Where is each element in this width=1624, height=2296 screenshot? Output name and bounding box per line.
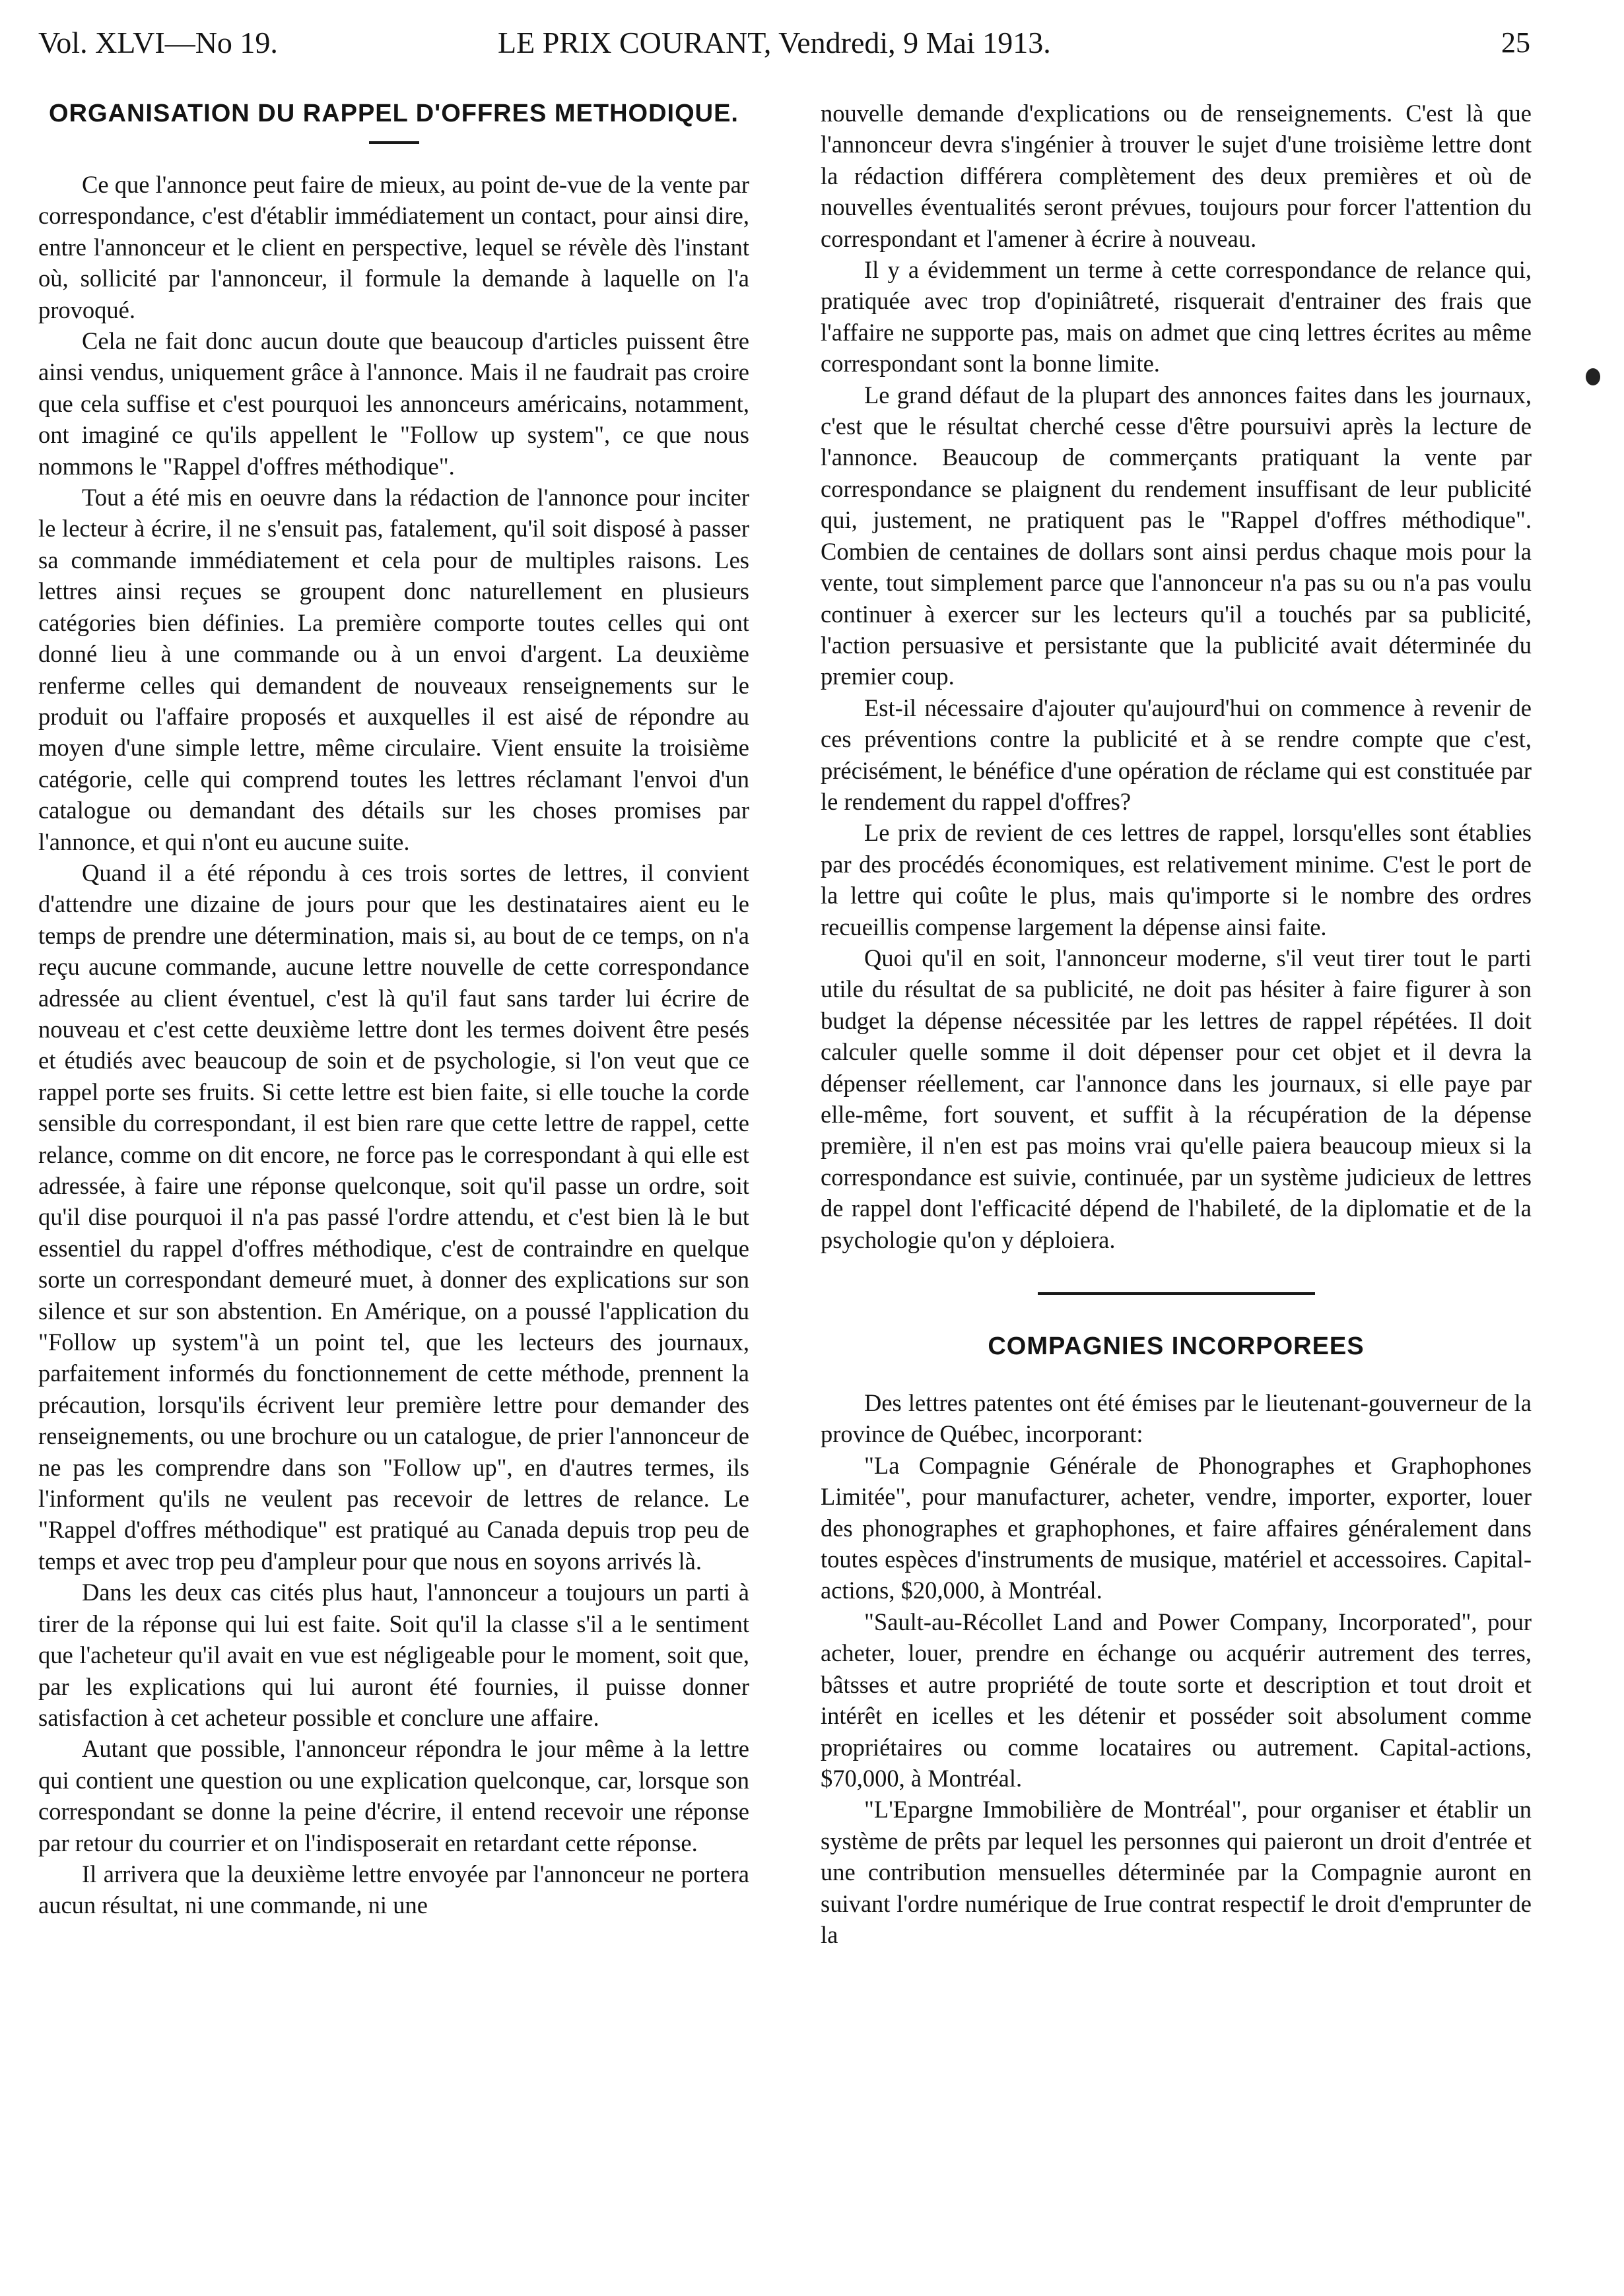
- paragraph: Tout a été mis en oeuvre dans la rédaction de l'annonce pour inciter le lecteur à écrire, il ne s'ensuit pas, fatalement, qu'il soit disposé à passer sa commande immédiatement et cela pour de multiples raisons. Les lettres ainsi reçues se groupent donc naturellement en plusieurs catégories bien définies. La première comporte toutes celles qui ont donné lieu à une commande ou à un envoi d'argent. La deuxième renferme celles qui demandent de nouveaux renseignements sur le produit ou l'affaire proposés et auxquelles il est aisé de répondre au moyen d'une simple lettre, même circulaire. Vient ensuite la troisième catégorie, celle qui comprend toutes les lettres réclamant l'envoi d'un catalogue ou demandant des détails sur les choses promises par l'annonce, et qui n'ont eu aucune suite.: [38, 484, 749, 855]
- paragraph: Quand il a été répondu à ces trois sortes de lettres, il convient d'attendre une dizaine de jours pour que les destinataires aient eu le temps de prendre une détermination, mais si, au bout de ce temps, on n'a reçu aucune commande, aucune lettre nouvelle de cette correspondance adressée au client éventuel, c'est là qu'il faut sans tarder lui écrire de nouveau et c'est cette deuxième lettre dont les termes doivent être pesés et étudiés avec beaucoup de soin et de psychologie, si l'on veut que ce rappel porte ses fruits. Si cette lettre est bien faite, si elle touche la corde sensible du correspondant, il est bien rare que cette lettre de rappel, cette relance, comme on dit encore, ne force pas le correspondant à qui elle est adressée, à faire une réponse quelconque, soit qu'il passe un ordre, soit qu'il dise pourquoi il n'a pas passé l'ordre attendu, et c'est bien là le but essentiel du rappel d'offres méthodique, c'est de contraindre en quelque sorte un correspondant demeuré muet, à donner des explications sur son silence et sur son abstention. En Amérique, on a poussé l'application du "Follow up system"à un point tel, que les lecteurs des journaux, parfaitement informés du fonctionnement de cette méthode, prennent la précaution, lorsqu'ils écrivent leur première lettre pour demander des renseignements, ou une brochure ou un catalogue, de prier l'annonceur de ne pas les comprendre dans son "Follow up", en d'autres termes, ils l'informent qu'ils ne veulent pas recevoir de lettres de relance. Le "Rappel d'offres méthodique" est pratiqué au Canada depuis trop peu de temps et avec trop peu d'ampleur pour que nous en soyons arrivés là.: [38, 859, 749, 1575]
- volume-number: Vol. XLVI—No 19.: [38, 26, 278, 59]
- paragraph: Quoi qu'il en soit, l'annonceur moderne, s'il veut tirer tout le parti utile du résultat de sa publicité, ne doit pas hésiter à faire figurer à son budget la dépense nécessitée par les lettres de rappel répétées. Il doit calculer quelle somme il doit dépenser pour cet objet et il devra la dépenser réellement, car l'annonce dans les journaux, si elle paye par elle-même, fort souvent, et suffit à la récupération de la dépense première, il n'en est pas moins vrai qu'elle paiera beaucoup mieux si la correspondance est suivie, continuée, par un système judicieux de lettres de rappel dont l'efficacité dépend de l'habileté, de la diplomatie et de la psychologie qu'on y déploiera.: [821, 944, 1532, 1253]
- page-number: 25: [1501, 26, 1530, 59]
- paragraph: Ce que l'annonce peut faire de mieux, au point de-vue de la vente par correspondance, c'est d'établir immédiatement un contact, pour ainsi dire, entre l'annonceur et le client en perspective, lequel se révèle dès l'instant où, sollicité par l'annonceur, il formule la demande à laquelle on l'a provoqué.: [38, 171, 749, 323]
- article-heading-rappel: ORGANISATION DU RAPPEL D'OFFRES METHODIQUE.: [48, 100, 739, 127]
- paragraph: Dans les deux cas cités plus haut, l'annonceur a toujours un parti à tirer de la réponse qui lui est faite. Soit qu'il la classe s'il a le sentiment que l'acheteur qu'il avait en vue est négligeable pour le moment, soit que, par les explications qui lui auront été fournies, il puisse donner satisfaction à cet acheteur possible et conclure une affaire.: [38, 1579, 749, 1731]
- paragraph: Le grand défaut de la plupart des annonces faites dans les journaux, c'est que le résultat cherché cesse d'être poursuivi après la lecture de l'annonce. Beaucoup de commerçants pratiquant la vente par correspondance se plaignent du rendement insuffisant de leur publicité qui, justement, ne pratiquent pas le "Rappel d'offres méthodique". Combien de centaines de dollars sont ainsi perdus chaque mois pour la vente, tout simplement parce que l'annonceur n'a pas su ou n'a pas voulu continuer à exercer sur les lecteurs qu'il a touchés par sa publicité, l'action persuasive et persistante que la publicité avait déterminée du premier coup.: [821, 381, 1532, 690]
- paragraph: Des lettres patentes ont été émises par le lieutenant-gouverneur de la province de Québec, incorporant:: [821, 1389, 1532, 1448]
- left-column: [38, 98, 749, 1921]
- paragraph: Le prix de revient de ces lettres de rappel, lorsqu'elles sont établies par des procédés économiques, est relativement minime. C'est le port de la lettre qui coûte le plus, mais qu'importe si le nombre des ordres recueillis compense largement la dépense ainsi faite.: [821, 819, 1532, 940]
- section-divider: [1038, 1292, 1315, 1295]
- paragraph: Il y a évidemment un terme à cette correspondance de relance qui, pratiquée avec trop d'opiniâtreté, risquerait d'entrainer des frais que l'affaire ne supporte pas, mais on admet que cinq lettres écrites au même correspondant sont la bonne limite.: [821, 256, 1532, 377]
- paragraph-continued: nouvelle demande d'explications ou de renseignements. C'est là que l'annonceur devra s'ingénier à trouver le sujet d'une troisième lettre dont la rédaction différera complètement des deux premières et où de nouvelles éventualités seront prévues, toujours pour forcer l'attention du correspondant et l'amener à écrire à nouveau.: [821, 100, 1532, 252]
- paragraph: "L'Epargne Immobilière de Montréal", pour organiser et établir un système de prêts par lequel les personnes qui paieront un droit d'entrée et une contribution mensuelles déterminée par la Compagnie auront en suivant l'ordre numérique de Irue contrat respectif le droit d'emprunter de la: [821, 1796, 1532, 1948]
- paragraph: Il arrivera que la deuxième lettre envoyée par l'annonceur ne portera aucun résultat, ni une commande, ni une: [38, 1860, 749, 1919]
- paragraph: "Sault-au-Récollet Land and Power Company, Incorporated", pour acheter, louer, prendre en échange ou acquérir autrement des terres, bâtsses et autre propriété de toute sorte et description et tout droit et intérêt en icelles et les détenir et posséder soit absolument comme propriétaires ou comme locataires ou autrement. Capital-actions, $70,000, à Montréal.: [821, 1608, 1532, 1792]
- paragraph: Autant que possible, l'annonceur répondra le jour même à la lettre qui contient une question ou une explication quelconque, car, lorsque son correspondant se donne la peine d'écrire, il entend recevoir une réponse par retour du courrier et on l'indisposerait en retardant cette réponse.: [38, 1735, 749, 1856]
- article-heading-compagnies: COMPAGNIES INCORPOREES: [988, 1332, 1365, 1361]
- paragraph: "La Compagnie Générale de Phonographes et Graphophones Limitée", pour manufacturer, acheter, vendre, importer, exporter, louer des phonographes et graphophones, et faire affaires généralement dans toutes espèces d'instruments de musique, matériel et accessoires. Capital-actions, $20,000, à Montréal.: [821, 1451, 1532, 1604]
- right-column: [821, 98, 1532, 1950]
- masthead-title: LE PRIX COURANT, Vendredi, 9 Mai 1913.: [498, 26, 1051, 59]
- heading-rule: [369, 141, 419, 144]
- page-header: [38, 20, 1530, 66]
- paragraph: Est-il nécessaire d'ajouter qu'aujourd'hui on commence à revenir de ces préventions contre la publicité et à se rendre compte que c'est, précisément, le bénéfice d'une opération de réclame qui est constituée par le rendement du rappel d'offres?: [821, 694, 1532, 815]
- ink-blot: [1586, 368, 1600, 385]
- paragraph: Cela ne fait donc aucun doute que beaucoup d'articles puissent être ainsi vendus, uniquement grâce à l'annonce. Mais il ne faudrait pas croire que cela suffise et c'est pourquoi les annonceurs américains, notamment, ont imaginé ce qu'ils appellent le "Follow up system", ce que nous nommons le "Rappel d'offres méthodique".: [38, 327, 749, 480]
